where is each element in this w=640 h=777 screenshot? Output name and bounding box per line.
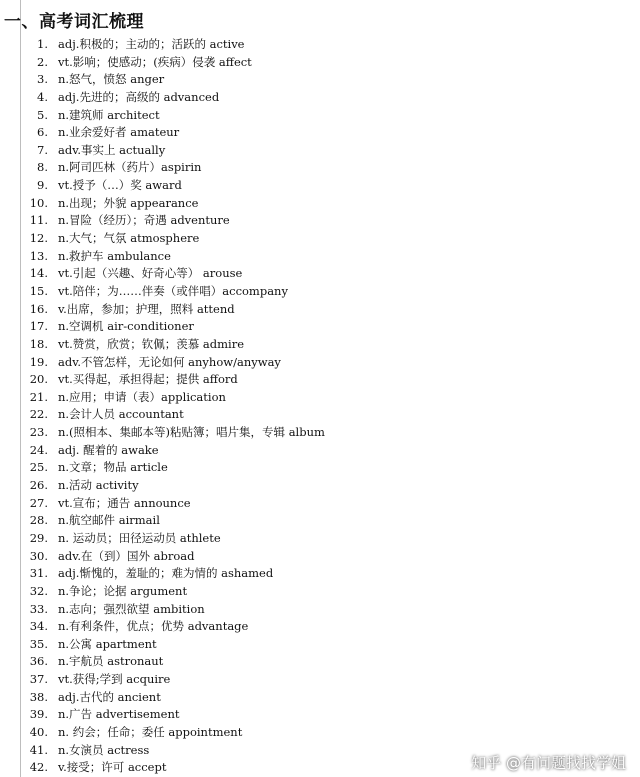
item-text: vt.买得起，承担得起；提供 afford [58, 372, 238, 387]
item-text: vt.赞赏，欣赏；钦佩；羡慕 admire [58, 336, 245, 351]
item-number: 27. [29, 495, 48, 510]
item-number: 21. [29, 389, 48, 404]
item-number: 1. [37, 37, 48, 51]
item-text: vt.授予（…）奖 award [58, 178, 182, 193]
item-number: 9. [37, 178, 48, 193]
item-number: 12. [29, 231, 48, 246]
item-number: 8. [37, 160, 48, 175]
item-text: v.出席，参加；护理，照料 attend [58, 301, 235, 316]
item-text: n.公寓 apartment [58, 636, 157, 651]
item-number: 6. [37, 125, 48, 140]
item-text: vt.影响；使感动；(疾病）侵袭 affect [58, 54, 252, 69]
item-text: n.大气；气氛 atmosphere [58, 231, 200, 246]
item-text: vt.获得;学到 acquire [58, 672, 171, 687]
item-number: 36. [29, 654, 48, 669]
item-number: 5. [37, 107, 48, 122]
item-text: n.女演员 actress [58, 742, 150, 757]
item-text: n.会计人员 accountant [58, 407, 184, 422]
item-number: 11. [29, 213, 48, 228]
item-text: n.活动 activity [58, 478, 139, 493]
item-text: adv.在（到）国外 abroad [58, 548, 195, 563]
item-number: 14. [29, 266, 48, 281]
item-text: n.救护车 ambulance [58, 248, 171, 263]
item-text: v.接受；许可 accept [58, 760, 167, 775]
item-number: 15. [29, 283, 48, 298]
item-text: n.宇航员 astronaut [58, 654, 164, 669]
item-number: 20. [29, 372, 48, 387]
item-number: 37. [29, 672, 48, 687]
item-number: 31. [29, 566, 48, 581]
item-text: n.争论；论据 argument [58, 583, 188, 598]
item-text: adj.积极的；主动的；活跃的 active [58, 37, 245, 51]
page-margin-line [20, 0, 21, 777]
item-text: adj.先进的；高级的 advanced [58, 89, 220, 104]
item-text: n.应用；申请（表）application [58, 389, 226, 404]
item-number: 19. [29, 354, 48, 369]
page-title: 一、高考词汇梳理 [4, 12, 144, 32]
item-number: 24. [29, 442, 48, 457]
item-number: 7. [37, 142, 48, 157]
item-number: 3. [37, 72, 48, 87]
item-text: n.怒气，愤怒 anger [58, 72, 165, 87]
item-number: 32. [29, 583, 48, 598]
item-number: 40. [29, 724, 48, 739]
item-number: 30. [29, 548, 48, 563]
item-number: 2. [37, 54, 48, 69]
item-number: 13. [29, 248, 48, 263]
item-text: n.(照相本、集邮本等)粘贴簿；唱片集，专辑 album [58, 425, 325, 440]
item-text: n.广告 advertisement [58, 707, 180, 722]
item-number: 18. [29, 336, 48, 351]
item-number: 17. [29, 319, 48, 334]
item-number: 35. [29, 636, 48, 651]
item-number: 25. [29, 460, 48, 475]
item-number: 28. [29, 513, 48, 528]
item-number: 39. [29, 707, 48, 722]
item-text: vt.宣布；通告 announce [58, 495, 191, 510]
item-text: vt.引起（兴趣、好奇心等） arouse [58, 266, 243, 281]
item-text: adv.事实上 actually [58, 142, 166, 157]
item-text: n.冒险（经历）；奇遇 adventure [58, 213, 230, 228]
item-text: n.航空邮件 airmail [58, 513, 160, 528]
item-number: 42. [29, 760, 48, 775]
item-number: 29. [29, 530, 48, 545]
item-number: 41. [29, 742, 48, 757]
item-text: adj. 醒着的 awake [58, 442, 159, 457]
item-text: n.志向；强烈欲望 ambition [58, 601, 205, 616]
item-text: n.阿司匹林（药片）aspirin [58, 160, 202, 175]
item-text: adv.不管怎样，无论如何 anyhow/anyway [58, 354, 281, 369]
item-text: n.建筑师 architect [58, 107, 160, 122]
item-text: adj.古代的 ancient [58, 689, 161, 704]
item-number: 34. [29, 619, 48, 634]
watermark: 知乎 @有问题找找学姐 [471, 754, 626, 772]
item-number: 33. [29, 601, 48, 616]
item-text: n.业余爱好者 amateur [58, 125, 180, 140]
item-number: 22. [29, 407, 48, 422]
item-text: n. 运动员；田径运动员 athlete [58, 530, 221, 545]
item-text: n.文章；物品 article [58, 460, 168, 475]
item-number: 4. [37, 89, 48, 104]
item-number: 16. [29, 301, 48, 316]
item-number: 38. [29, 689, 48, 704]
item-text: n. 约会；任命；委任 appointment [58, 724, 243, 739]
item-text: n.有利条件，优点；优势 advantage [58, 619, 249, 634]
item-text: vt.陪伴；为……伴奏（或伴唱）accompany [58, 283, 288, 298]
item-number: 23. [29, 425, 48, 440]
item-number: 26. [29, 478, 48, 493]
item-number: 10. [29, 195, 48, 210]
item-text: n.出现；外貌 appearance [58, 195, 199, 210]
item-text: n.空调机 air-conditioner [58, 319, 194, 334]
item-text: adj.惭愧的，羞耻的；难为情的 ashamed [58, 566, 274, 581]
